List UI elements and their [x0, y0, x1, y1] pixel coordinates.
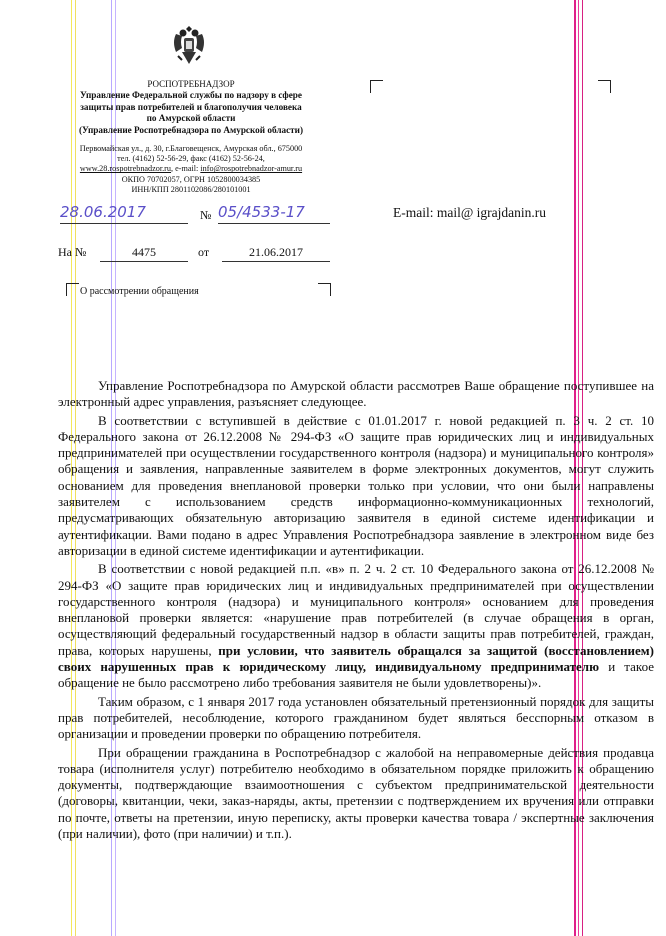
reference-number-label: На № [58, 245, 87, 259]
body-paragraph: При обращении гражданина в Роспотребнадзор с жалобой на неправомерные действия продавца товара (исполнителя услуг) потребителю необходимо в обязательном порядке приложить к обращению документы, подтверждающие взаимоотношения с субъектом предпринимательской деятельности (договоры, квитанции, чеки, заказ-наряды, акты, претензии с подтверждением их вручения или отправки по почте, ответы на претензии, иную переписку, акты проверки качества товара / экспертные заключения (при наличии), фото (при наличии) и т.п.). [58, 744, 654, 842]
subject-bracket-left [66, 283, 79, 296]
org-short-name: РОСПОТРЕБНАДЗОР [147, 79, 235, 89]
outgoing-number-label: № [200, 208, 212, 222]
email-label: , e-mail: [171, 164, 201, 174]
org-full-line: Управление Федеральной службы по надзору в сфере [80, 90, 302, 100]
reference-number: 4475 [100, 245, 188, 262]
org-inn: ИНН/КПП 2801102086/280101001 [131, 184, 251, 194]
body-paragraph [58, 561, 654, 691]
recipient-bracket-right [598, 80, 611, 93]
org-full-name [60, 90, 322, 136]
coat-of-arms-icon [170, 22, 208, 68]
letter-body [58, 378, 654, 842]
org-address: Первомайская ул., д. 30, г.Благовещенск, Амурская обл., 675000 [79, 144, 303, 153]
org-full-line: (Управление Роспотребнадзора по Амурской области) [78, 124, 304, 135]
org-phone: тел. (4162) 52-56-29, факс (4162) 52-56-24, [117, 154, 265, 164]
body-bold-text: при условии, что заявитель обращался за защитой (восстановлением) своих нарушенных прав к юридическому лицу, индивидуальному предпринимателю [58, 642, 654, 675]
outgoing-number: 05/4533-17 [218, 203, 330, 224]
body-paragraph: Управление Роспотребнадзора по Амурской области рассмотрев Ваше обращение поступившее на электронный адрес управления, разъясняет следующее. [58, 378, 654, 410]
body-text: и такое обращение не было рассмотрено либо требования заявителя не были удовлетворены)». [58, 659, 654, 691]
body-paragraph: В соответствии с вступившей в действие с 01.01.2017 г. новой редакцией п. 3 ч. 2 ст. 10 Федерального закона от 26.12.2008 № 294-ФЗ «О защите прав юридических лиц и индивидуальных предпринимателей при осуществлении государственного контроля (надзора) и муниципального контроля» обращения и заявления, направленные заявителем в форме электронных документов, могут служить основанием для проведения внеплановой проверки только при условии, что они были направлены заявителем с использованием средств информационно-коммуникационных технологий, предусматривающих обязательную авторизацию заявителя в единой системе идентификации и аутентификации. Вами подано в адрес Управления Роспотребнадзора заявление в электронном виде без авторизации в единой системе идентификации и аутентификации. [58, 412, 654, 558]
org-contacts [60, 144, 322, 195]
body-text: В соответствии с новой редакцией п.п. «в» п. 2 ч. 2 ст. 10 Федерального закона от 26.12.2008 № 294-ФЗ «О защите прав юридических лиц и индивидуальных предпринимателей при осуществлении государственного контроля (надзора) и муниципального контроля» основанием для проведения внеплановой проверки является: «нарушение прав потребителей (в случае обращения в орган, осуществляющий федеральный государственный надзор в области защиты прав потребителей, граждан, права, которых нарушены, [58, 561, 654, 658]
recipient-bracket-left [370, 80, 383, 93]
outgoing-date: 28.06.2017 [60, 203, 188, 224]
letter-subject: О рассмотрении обращения [80, 286, 199, 297]
org-website-link[interactable]: www.28.rospotrebnadzor.ru [79, 164, 172, 174]
org-email-link[interactable]: info@rospotrebnadzor-amur.ru [200, 164, 303, 174]
reference-date-label: от [198, 245, 210, 259]
body-paragraph: Таким образом, с 1 января 2017 года установлен обязательный претензионный порядок для защиты прав потребителей, несоблюдение, которого гражданином будет являться бесспорным отказом в организации и проведении проверки по обращению потребителя. [58, 693, 654, 742]
org-okpo: ОКПО 70702057, ОГРН 1052800034385 [121, 174, 261, 184]
recipient-email: E-mail: mail@ igrajdanin.ru [393, 205, 547, 220]
subject-bracket-right [318, 283, 331, 296]
org-full-line: по Амурской области [146, 113, 236, 123]
org-web-email [60, 164, 322, 174]
org-full-line: защиты прав потребителей и благополучия человека [80, 101, 302, 112]
reference-date: 21.06.2017 [222, 245, 330, 262]
